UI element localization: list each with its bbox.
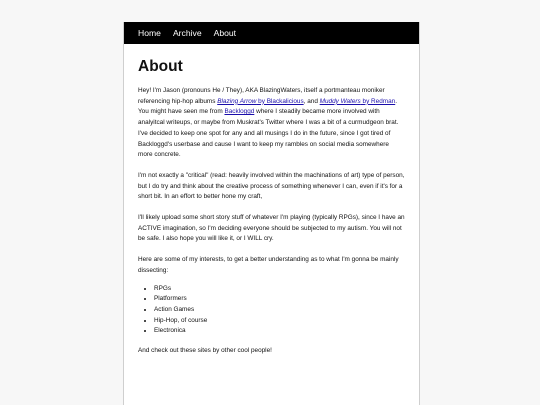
list-item: • RPGs (154, 284, 405, 295)
list-item: • Electronica (154, 326, 405, 337)
intro-paragraph (138, 86, 405, 161)
intro-text-3: . You might have seen me from (138, 97, 397, 116)
muddy-waters-title: Muddy Waters (319, 97, 361, 105)
blazing-arrow-artist: by Blackalicious (256, 97, 304, 105)
other-sites-paragraph: And check out these sites by other cool people! (138, 347, 272, 355)
page-frame (123, 22, 420, 405)
interests-list (138, 284, 405, 338)
interests-intro-paragraph: Here are some of my interests, to get a better understanding as to what I'm gonna be mainly dissecting: (138, 256, 399, 274)
blazing-arrow-link[interactable] (217, 98, 303, 105)
muddy-waters-artist: by Redman (360, 97, 396, 105)
nav-home-link[interactable]: Home (138, 28, 161, 38)
intro-text-2: , and (303, 97, 320, 105)
list-item: • Action Games (154, 305, 405, 316)
short-story-paragraph: I'll likely upload some short story stuff of whatever I'm playing (typically RPGs), since I have an ACTIVE imagination, so I'm deciding everyone should be subjected to my autism. You will not be safe. I also hope you will like it, or I WILL cry. (138, 214, 405, 243)
list-item: • Platformers (154, 294, 405, 305)
nav-about-link[interactable]: About (213, 28, 237, 38)
blazing-arrow-title: Blazing Arrow (217, 97, 257, 105)
top-nav (124, 22, 419, 44)
intro-text-1: Hey! I'm Jason (pronouns He / They), AKA BlazingWaters, itself a portmanteau moniker referencing hip-hop albums (138, 87, 385, 105)
nav-archive-link[interactable]: Archive (172, 28, 202, 38)
main-content (124, 44, 419, 357)
backloggd-link[interactable]: Backloggd (224, 108, 255, 116)
critical-paragraph: I'm not exactly a "critical" (read: heavily involved within the machinations of art) type of person, but I do try and think about the creative process of something whenever I can, even if it's for a short bit. In an effort to better hone my craft, (138, 171, 405, 201)
muddy-waters-link[interactable] (320, 98, 396, 105)
intro-text-4: where I steadily became more involved with analyitcal writeups, or maybe from Muskrat's Twitter where I was a bit of a curmudgeon brat. I've decided to keep one spot for any and all musings I do in the future, since I got tired of Backloggd's userbase and cause I want to keep my rambles on social media somewhere more concrete. (138, 108, 399, 159)
list-item: • Hip-Hop, of course (154, 316, 405, 327)
page-title: About (138, 58, 183, 75)
